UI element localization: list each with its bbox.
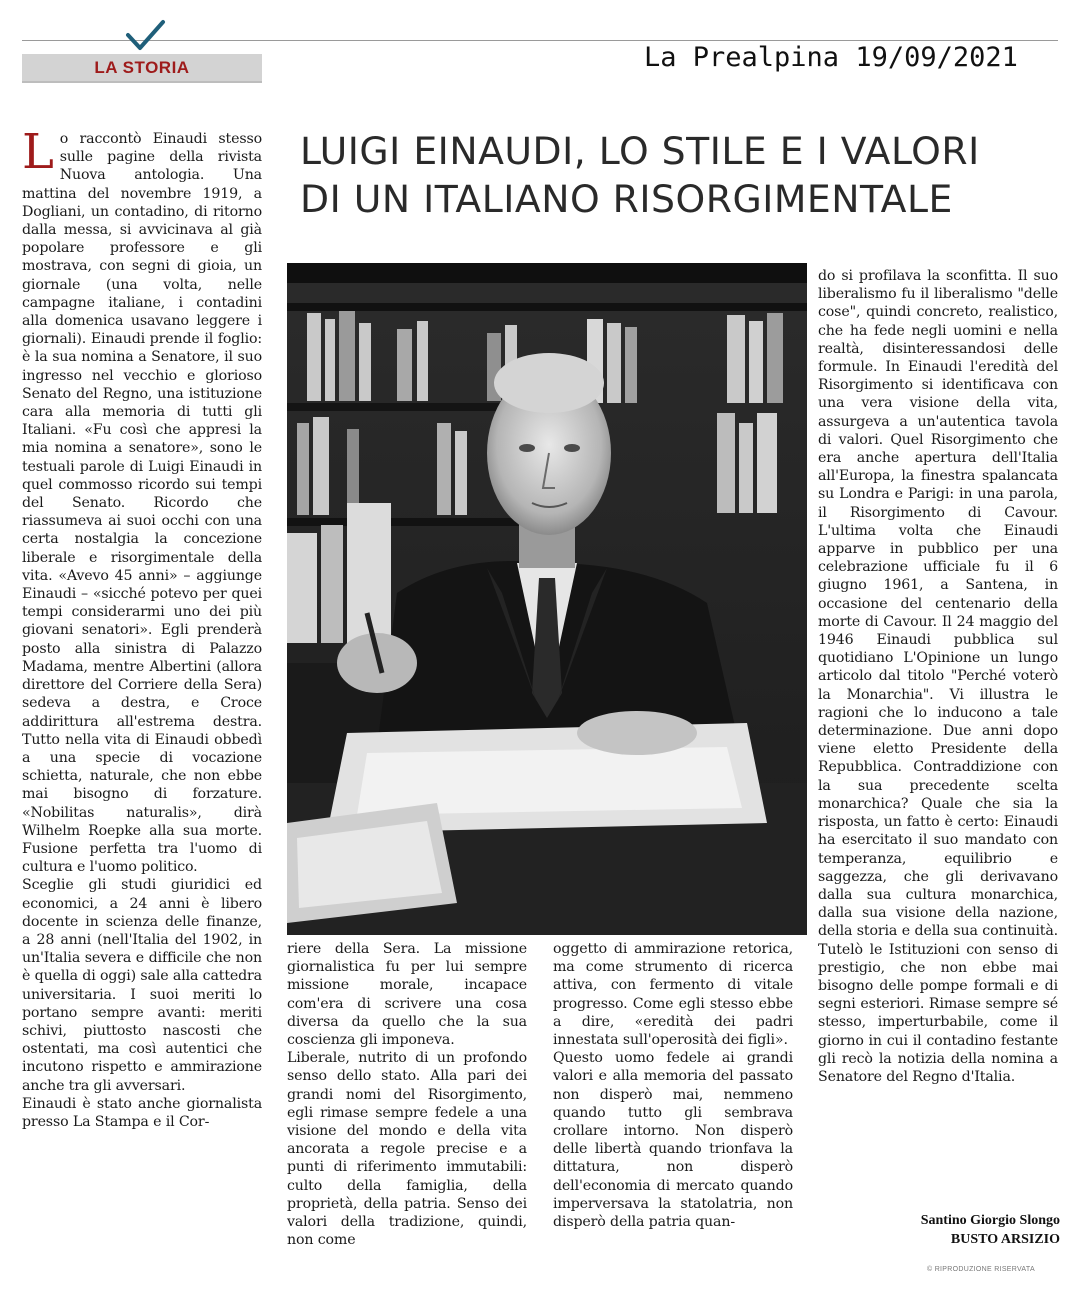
portrait-photo: [287, 263, 807, 935]
author-name: Santino Giorgio Slongo: [920, 1213, 1060, 1228]
column-3-paragraph-1: oggetto di ammirazione retorica, ma come strumento di ricerca attiva, con fermento di vitale progresso. Come egli stesso ebbe a dire, «eredità dei padri innestata sull'operosità dei figli».: [553, 941, 793, 1049]
article-headline: [300, 128, 1060, 224]
section-label: LA STORIA: [94, 58, 190, 77]
author-location: BUSTO ARSIZIO: [950, 1232, 1060, 1247]
section-badge: [22, 54, 262, 83]
headline-line-2: DI UN ITALIANO RISORGIMENTALE: [300, 178, 953, 221]
article-column-4: [818, 267, 1058, 1086]
header-rule: [22, 40, 1058, 41]
drop-cap: L: [22, 124, 54, 180]
article-column-1: [22, 124, 262, 1131]
source-date: La Prealpina 19/09/2021: [644, 42, 1018, 73]
copyright-notice: © RIPRODUZIONE RISERVATA: [927, 1266, 1035, 1273]
headline-line-1: LUIGI EINAUDI, LO STILE E I VALORI: [300, 130, 980, 173]
column-1-paragraph-1: o raccontò Einaudi stesso sulle pagine della rivista Nuova antologia. Una mattina del novembre 1919, a Dogliani, un contadino, di ritorno dalla messa, si avvicinava al già popolare professore e gli mostrava, con segni di gioia, un giornale (una volta, nelle campagne italiane, i contadini alla domenica usavano leggere i giornali). Einaudi prende il foglio: è la sua nomina a Senatore, il suo ingresso nel vecchio e glorioso Senato del Regno, una istituzione cara alla memoria di tutti gli Italiani. «Fu così che appresi la mia nomina a senatore», sono le testuali parole di Luigi Einaudi in quel commosso ricordo sui tempi del Senato. Ricordo che riassumeva ai suoi occhi con una certa nostalgia la concezione liberale e risorgimentale della vita. «Avevo 45 anni» – aggiunge Einaudi – «sicché potevo per quei tempi considerarmi uno dei più giovani senatori». Egli prenderà posto alla sinistra di Palazzo Madama, mentre Albertini (allora direttore del Corriere della Sera) sedeva a destra, e Croce addirittura all'estrema destra. Tutto nella vita di Einaudi obbedì a una specie di vocazione schietta, naturale, che non ebbe mai bisogno di forzature. «Nobilitas naturalis», dirà Wilhelm Roepke alla sua morte. Fusione perfetta tra l'uomo di cultura e l'uomo politico.: [22, 131, 262, 876]
einaudi-portrait-image: [287, 263, 807, 935]
article-column-3: [553, 940, 793, 1231]
column-1-paragraph-2: Sceglie gli studi giuridici ed economici, a 24 anni è libero docente in scienza delle finanze, a 28 anni (nell'Italia del 1902, in un'Italia severa e difficile che non è quella di oggi) sale alla cattedra universitaria. I suoi meriti lo portano sempre avanti: meriti schivi, piuttosto nascosti che ostentati, ma così autentici che incutono rispetto e ammirazione anche tra gli avversari.: [22, 877, 262, 1094]
checkmark-icon: [123, 18, 167, 54]
column-2-paragraph-1: riere della Sera. La missione giornalistica fu per lui sempre missione morale, incapace com'era di scrivere una cosa diversa da quello che la sua coscienza gli imponeva.: [287, 941, 527, 1049]
article-column-2: [287, 940, 527, 1249]
column-1-paragraph-3: Einaudi è stato anche giornalista presso La Stampa e il Cor-: [22, 1095, 262, 1130]
column-3-paragraph-2: Questo uomo fedele ai grandi valori e alla memoria del passato non disperò mai, nemmeno quando tutto gli sembrava crollare intorno. Non disperò delle libertà quando trionfava la dittatura, non disperò dell'economia di mercato quando imperversava la statolatria, non disperò della patria quan-: [553, 1050, 793, 1231]
column-2-paragraph-2: Liberale, nutrito di un profondo senso dello stato. Alla pari dei grandi nomi del Risorgimento, egli rimase sempre fedele a una visione del mondo e della vita ancorata a regole precise e a punti di riferimento immutabili: culto della famiglia, della proprietà, della patria. Senso dei valori della tradizione, quindi, non come: [287, 1050, 527, 1249]
column-4-paragraph-1: do si profilava la sconfitta. Il suo liberalismo fu il liberalismo "delle cose", quindi concreto, realistico, che ha fede negli uomini e nella realtà, disinteressandosi delle formule. In Einaudi l'eredità del Risorgimento si identificava con una vera visione della vita, assurgeva a un'autentica tavola di valori. Quel Risorgimento che era anche apertura dell'Italia all'Europa, la finestra spalancata su Londra e Parigi: in una parola, il Risorgimento di Cavour. L'ultima volta che Einaudi apparve in pubblico per una celebrazione ufficiale fu il 6 giugno 1961, a Santena, in occasione del centenario della morte di Cavour. Il 24 maggio del 1946 Einaudi pubblica sul quotidiano L'Opinione un lungo articolo dal titolo "Perché voterò la Monarchia". Vi illustra le ragioni che lo inducono a tale determinazione. Due anni dopo viene eletto Presidente della Repubblica. Contraddizione con la sua precedente scelta monarchica? Quale che sia la risposta, un fatto è certo: Einaudi ha esercitato il suo mandato con temperanza, equilibrio e saggezza, che gli derivavano dalla sua cultura monarchica, dalla sua visione della nazione, della storia e della sua continuità. Tutelò le Istituzioni con senso di prestigio, che non ebbe mai bisogno delle pompe formali e di segni esteriori. Rimase sempre sé stesso, imperturbabile, come il giorno in cui il contadino festante gli recò la notizia della nomina a Senatore del Regno d'Italia.: [818, 268, 1058, 1085]
